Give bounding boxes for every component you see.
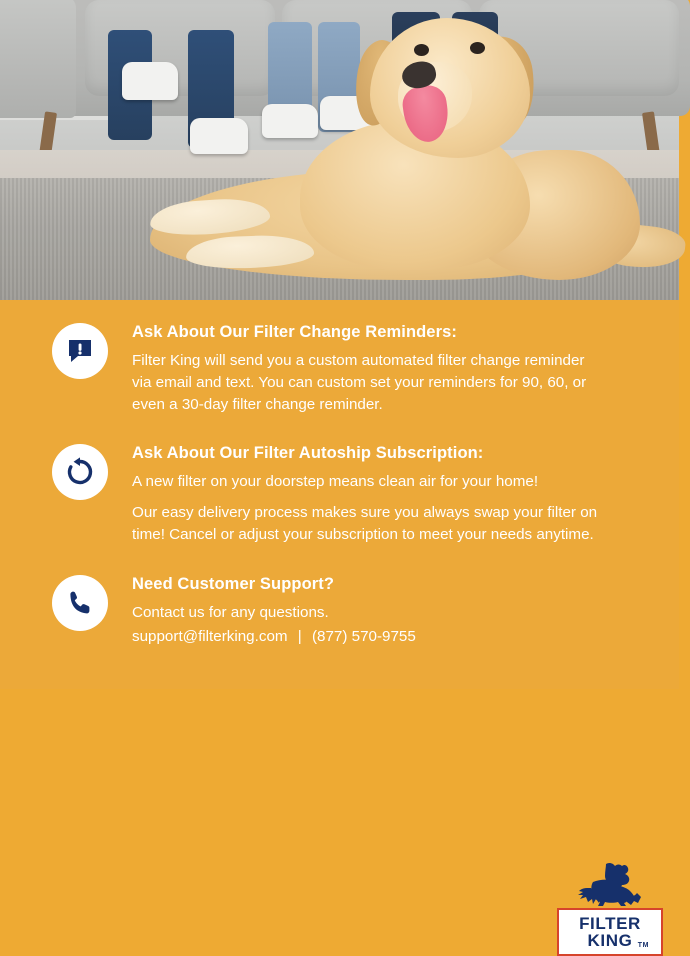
contact-line [132,628,416,645]
shoe [262,104,318,138]
lion-icon [557,862,663,906]
dog-eye [414,44,429,56]
shoe [122,62,178,100]
section-filter-change-reminders [52,323,602,416]
logo-word-filter: FILTER [579,914,641,933]
support-email[interactable]: support@filterking.com [132,627,288,645]
section-paragraph: Contact us for any questions. [132,603,329,621]
section-title: Ask About Our Filter Autoship Subscription: [132,444,484,462]
brand-logo [557,862,663,956]
hero-photo [0,0,679,300]
shoe [190,118,248,154]
info-panel [0,300,679,951]
dog-eye [470,42,485,54]
section-customer-support [52,575,416,660]
section-title: Need Customer Support? [132,575,335,593]
section-paragraph: Filter King will send you a custom automated filter change reminder via email and text. You can custom set your reminders for 90, 60, or even a 30-day filter change reminder. [132,351,587,413]
logo-wordmark [557,908,663,956]
refresh-cycle-icon [52,444,108,500]
section-paragraph: A new filter on your doorstep means clean air for your home! [132,472,539,490]
logo-word-king: KING [587,931,633,951]
section-paragraph: Our easy delivery process makes sure you always swap your filter on time! Cancel or adjust your subscription to meet your needs anytime. [132,503,598,543]
section-autoship-subscription [52,444,602,546]
logo-word-king-wrap [563,932,657,949]
section-title: Ask About Our Filter Change Reminders: [132,323,457,341]
support-phone[interactable]: (877) 570-9755 [311,627,416,645]
contact-separator: | [297,627,302,645]
phone-icon [52,575,108,631]
chat-alert-icon [52,323,108,379]
logo-trademark: TM [637,941,649,949]
